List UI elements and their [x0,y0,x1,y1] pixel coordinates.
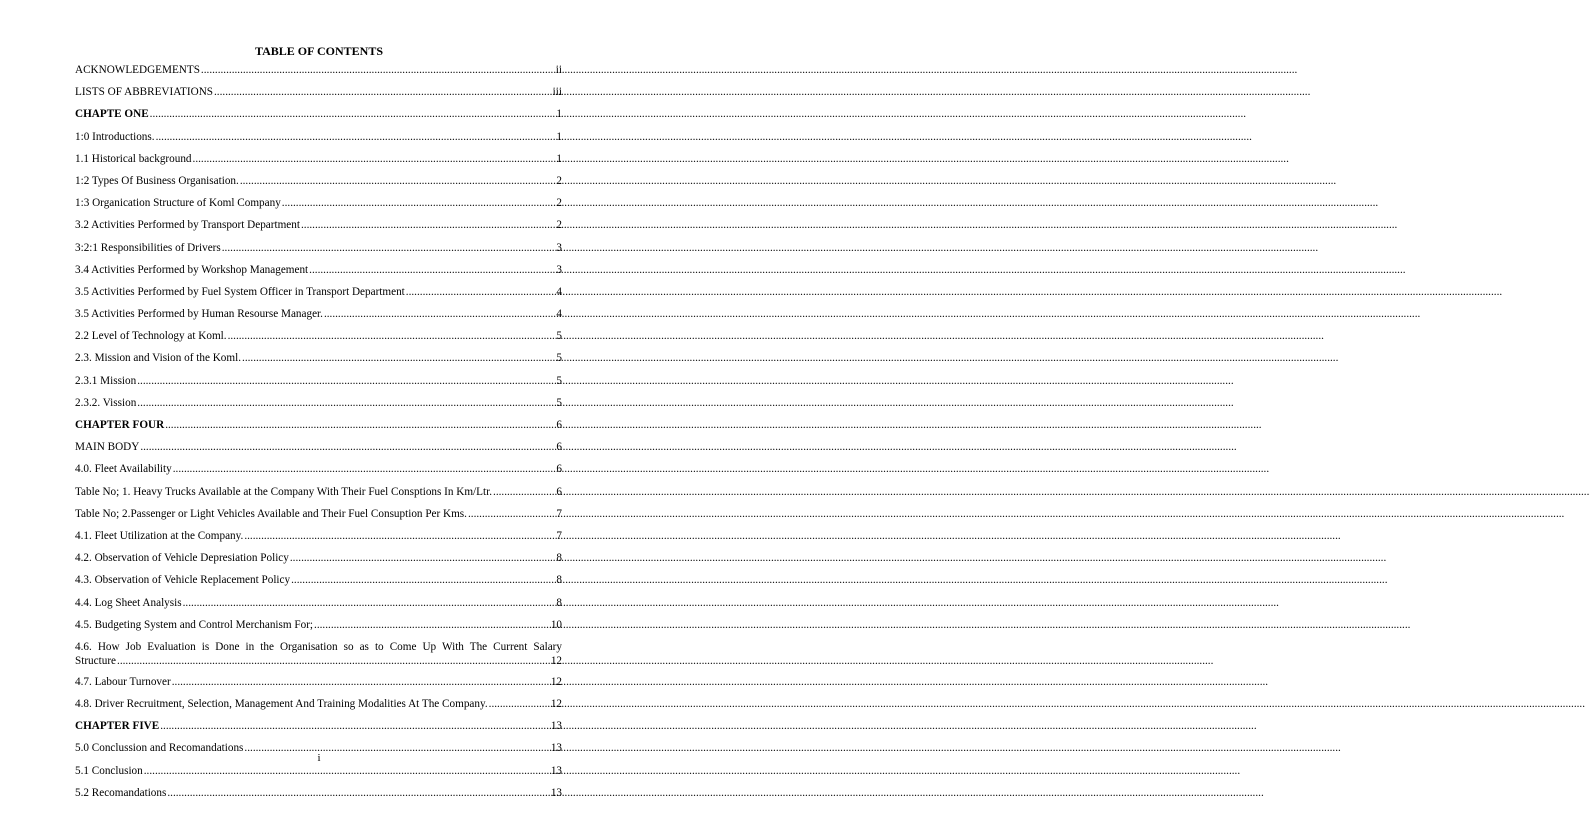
toc-entry-page: iii [552,86,562,99]
toc-entry[interactable] [75,551,562,573]
toc-entry-label: 4.5. Budgeting System and Control Merchanism For; [75,618,314,631]
toc-entry-page: 6 [556,419,562,431]
toc-entry-page: 6 [556,485,562,498]
toc-entry-page: 6 [556,463,562,476]
toc-entry-page: 10 [550,618,562,631]
toc-entry-label: 2.3.2. Vission [75,396,137,409]
toc-entry-page: 2 [556,174,562,187]
toc-entry-label: 2.3.1 Mission [75,374,137,387]
toc-entry-continuation [75,654,562,668]
toc-entry-page: 8 [556,552,562,565]
toc-entry-page: 13 [550,720,562,733]
toc-entry[interactable] [75,396,562,418]
toc-entry-page: 1 [556,108,562,121]
toc-entry-label: 5.2 Recomandations [75,786,167,799]
dot-leader [137,396,555,410]
toc-entry[interactable] [75,218,562,240]
toc-entry-page: 7 [556,507,562,520]
toc-entry-page: 3 [556,241,562,254]
dot-leader [150,107,556,121]
toc-entry-label: MAIN BODY [75,441,140,454]
toc-entry-page: 2 [556,219,562,232]
toc-entry[interactable] [75,697,562,719]
dot-leader [165,418,555,432]
toc-entry-label: 3.5 Activities Performed by Human Resourse Manager. [75,308,323,321]
toc-entry-label: 4.1. Fleet Utilization at the Company. [75,529,244,542]
toc-entry[interactable] [75,130,562,152]
toc-entry-label: CHAPTER FOUR [75,419,165,431]
toc-entry-page: 12 [550,654,562,667]
dot-leader [173,462,556,476]
dot-leader [156,130,556,144]
toc-entry-label: 1:2 Types Of Business Organisation. [75,174,239,187]
toc-entry[interactable] [75,485,562,507]
toc-entry[interactable] [75,174,562,196]
dot-leader [301,218,555,232]
dot-leader [201,63,555,77]
toc-entry[interactable] [75,329,562,351]
toc-entry-page: 5 [556,374,562,387]
toc-entry-page: 13 [550,764,562,777]
toc-entry[interactable] [75,462,562,484]
toc-entry-label: 3.4 Activities Performed by Workshop Management [75,263,309,276]
dot-leader [167,786,549,800]
dot-leader [240,174,556,188]
dot-leader [493,485,555,499]
toc-entry-page: 13 [550,786,562,799]
toc-entry[interactable] [75,675,562,697]
toc-entry-page: 7 [556,529,562,542]
dot-leader [160,719,550,733]
toc-entry-label: 2.3. Mission and Vision of the Koml. [75,352,242,365]
toc-entry-page: 1 [556,130,562,143]
dot-leader [468,507,555,521]
toc-entry[interactable] [75,596,562,618]
toc-entry[interactable] [75,418,562,440]
dot-leader [314,618,550,632]
dot-leader [117,654,550,668]
toc-entry-label: 3.5 Activities Performed by Fuel System Officer in Transport Department [75,285,405,298]
dot-leader [193,152,556,166]
toc-entry-label: 2.2 Level of Technology at Koml. [75,330,227,343]
toc-entry-page: 4 [556,308,562,321]
document-page [0,0,638,826]
dot-leader [222,241,556,255]
toc-entry[interactable] [75,85,562,107]
toc-entry-page: 12 [550,698,562,711]
toc-entry-label: 4.6. How Job Evaluation is Done in the Organisation so as to Come Up With The Current Salary [75,640,562,653]
toc-entry-label: 5.0 Conclussion and Recomandations [75,742,244,755]
toc-entry[interactable] [75,719,562,741]
toc-entry-page: ii [555,64,562,76]
toc-entry-label: 1:0 Introductions. [75,130,155,143]
toc-entry-label: 3:2:1 Responsibilities of Drivers [75,241,221,254]
toc-entry-label: 4.0. Fleet Availability [75,463,172,476]
toc-entry-label: 4.2. Observation of Vehicle Depresiation Policy [75,552,289,565]
toc-entry-label: Table No; 1. Heavy Trucks Available at the Company With Their Fuel Consptions In Km/Ltr. [75,485,493,498]
toc-entry-label: 4.7. Labour Turnover [75,675,171,688]
toc-entry-page: 8 [556,596,562,609]
toc-entry[interactable] [75,307,562,329]
toc-entry-label: CHAPTE ONE [75,108,149,121]
toc-entry-label: Table No; 2.Passenger or Light Vehicles Available and Their Fuel Consuption Per Kms. [75,507,467,520]
toc-entry[interactable] [75,285,562,307]
toc-entry[interactable] [75,764,562,786]
toc-entry[interactable] [75,263,562,285]
toc-entry[interactable] [75,351,562,373]
toc-entry-label: 1:3 Organication Structure of Koml Company [75,197,281,210]
toc-entry-label: LISTS OF ABBREVIATIONS [75,86,213,99]
toc-entry-page: 8 [556,574,562,587]
toc-entry-label: 4.8. Driver Recruitment, Selection, Management And Training Modalities At The Company. [75,698,488,711]
dot-leader [406,285,556,299]
toc-entry-page: 12 [550,675,562,688]
toc-entry-page: 6 [556,441,562,454]
toc-entry[interactable] [75,529,562,551]
toc-entry[interactable] [75,573,562,595]
toc-entry[interactable] [75,786,562,808]
page-title: TABLE OF CONTENTS [254,44,384,58]
dot-leader [183,596,556,610]
toc-entry-page: 4 [556,285,562,298]
toc-entry-label: Structure [75,654,117,667]
dot-leader [291,573,555,587]
table-of-contents [75,63,562,808]
dot-leader [244,529,555,543]
dot-leader [324,307,555,321]
dot-leader [489,697,550,711]
toc-entry-label: 4.4. Log Sheet Analysis [75,596,182,609]
toc-entry-label: 5.1 Conclusion [75,764,143,777]
toc-entry-label: 1.1 Historical background [75,152,192,165]
dot-leader [228,329,556,343]
toc-entry[interactable] [75,507,562,529]
toc-entry-label: ACKNOWLEDGEMENTS [75,64,200,76]
dot-leader [309,263,555,277]
toc-entry[interactable] [75,152,562,174]
dot-leader [290,551,556,565]
toc-entry-page: 5 [556,330,562,343]
toc-entry-page: 2 [556,197,562,210]
toc-entry[interactable] [75,618,562,640]
toc-entry-page: 5 [556,396,562,409]
dot-leader [144,764,550,778]
toc-entry[interactable] [75,241,562,263]
toc-entry-page: 1 [556,152,562,165]
page-number: i [317,752,321,764]
toc-entry[interactable] [75,107,562,129]
toc-entry[interactable] [75,374,562,396]
dot-leader [242,351,555,365]
toc-entry-label: 3.2 Activities Performed by Transport Department [75,219,300,232]
toc-entry-label: 4.3. Observation of Vehicle Replacement Policy [75,574,291,587]
toc-entry[interactable] [75,440,562,462]
toc-entry-page: 13 [550,742,562,755]
toc-entry-label: CHAPTER FIVE [75,720,160,733]
dot-leader [282,196,556,210]
dot-leader [137,374,555,388]
toc-entry-page: 3 [556,263,562,276]
toc-entry[interactable] [75,63,562,85]
dot-leader [172,675,550,689]
toc-entry-page: 5 [556,352,562,365]
toc-entry[interactable] [75,196,562,218]
toc-entry[interactable] [75,640,562,675]
dot-leader [140,440,555,454]
dot-leader [214,85,552,99]
